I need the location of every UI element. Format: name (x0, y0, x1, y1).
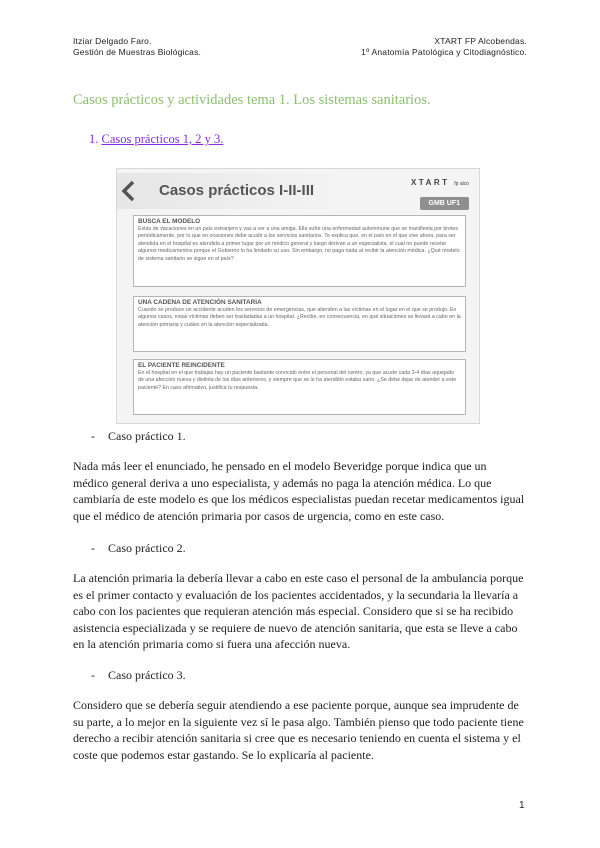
document-title: Casos prácticos y actividades tema 1. Los sistemas sanitarios. (73, 92, 431, 108)
page-header-right (361, 36, 527, 58)
section-heading (91, 668, 186, 683)
paragraph-line: su parte, a lo mejor en la siguiente vez sí le pasa algo. También pienso que todo paciente tiene (73, 714, 524, 729)
answer-paragraph (73, 570, 527, 653)
cases-figure-image (116, 168, 480, 424)
case-text: En el hospital en el que trabajas hay un paciente bastante conocido entre el personal del centro, ya que acude cada 3-4 días aquejado de una afección nueva y distinta de los días anteriores, y siempre que se le ha atendido estaba sano. ¿Se debe dejar de atender a este paciente? En caso afirmativo, justifica tu respuesta. (138, 370, 457, 391)
page-number: 1 (519, 800, 525, 811)
section-heading-text: Caso práctico 3. (108, 668, 186, 682)
case-heading: UNA CADENA DE ATENCIÓN SANITARIA (138, 299, 262, 306)
section-heading-text: Caso práctico 1. (108, 429, 186, 443)
section-heading (91, 541, 186, 556)
paragraph-line: derecho a recibir atención sanitaria si cree que es necesario teniendo en cuenta el sistema y el (73, 731, 521, 745)
page-header-left (73, 36, 201, 58)
paragraph-line: La atención primaria la debería llevar a cabo en este caso el personal de la ambulancia porque (73, 571, 524, 585)
case-text: Estás de vacaciones en un país extranjero y vas a ver a una amiga. Ella sufre una enfermedad autoinmune que se manifiesta por brotes periódicamente, por lo que en ocasiones debe acudir a los servicios sanitarios. Te explica que, en el país en el que vive ahora, para ser atendida en el hospital es atendida a primer lugar por un médico general y luego derivan a un especialista, el cual no puede recetar algunos medicamentos porque el Gobierno lo ha limitado su uso. Sin embargo, no paga nada al recibir la atención médica. ¿Qué modelo de sistema sanitario se sigue en el país? (138, 226, 460, 262)
paragraph-line: Nada más leer el enunciado, he pensado en el modelo Beveridge porque indica que un (73, 459, 487, 473)
paragraph-line: asistencia especializada y se requiere de nuevo de atención sanitaria, que esta se lleve a cabo (73, 620, 518, 635)
case-heading: BUSCA EL MODELO (138, 218, 201, 225)
bullet-dash: - (91, 541, 95, 555)
case-box (133, 296, 466, 352)
paragraph-line: cambiaría de este modelo es que los médicos especialistas puedan recetar medicamentos igual (73, 492, 525, 506)
brand-suffix: fp alco (454, 181, 469, 187)
module-badge: GMB UF1 (420, 197, 470, 210)
section-heading (91, 429, 186, 444)
list-number: 1. (89, 132, 99, 146)
case-heading: EL PACIENTE REINCIDENTE (138, 362, 225, 369)
cases-link[interactable]: Casos prácticos 1, 2 y 3. (101, 132, 224, 146)
paragraph-line: cabo con los pacientes que requieran atención más especial. Considero que si se ha recibido (73, 604, 514, 618)
paragraph-line: en la atención primaria como si fuera una afección nueva. (73, 637, 351, 651)
paragraph-line: médico general deriva a uno especialista, y además no paga la atención médica. Lo que (73, 475, 492, 490)
brand-text: XTART (410, 178, 450, 187)
paragraph-line: coste que podemos estar gastando. Se lo explicaría al paciente. (73, 747, 374, 762)
bullet-dash: - (91, 668, 95, 682)
program-name: 1º Anatomía Patológica y Citodiagnóstico. (361, 47, 527, 57)
figure-brand-logo (411, 178, 469, 187)
chevron-left-icon (119, 179, 141, 203)
answer-paragraph (73, 458, 527, 524)
figure-title: Casos prácticos I-II-III (159, 182, 315, 199)
case-box (133, 359, 466, 415)
section-heading-text: Caso práctico 2. (108, 541, 186, 555)
paragraph-line: Considero que se debería seguir atendiendo a ese paciente porque, aunque sea imprudente de (73, 698, 519, 712)
numbered-list-item (89, 132, 223, 147)
case-text: Cuando se produce un accidente acuden los servicios de emergencias, que atienden a las víctimas en el lugar en el que se produjo. En algunos casos, estas víctimas deben ser trasladadas a un hospital. ¿Recibe, en consecuencia, en qué situaciones se llevará a cabo en la atención primaria y cuáles en la atención especializada. (138, 307, 461, 328)
paragraph-line: es el primer contacto y evaluación de los pacientes accidentados, y la secundaria la llevaría a (73, 587, 519, 602)
answer-paragraph (73, 697, 527, 763)
course-name: Gestión de Muestras Biológicas. (73, 47, 202, 57)
school-name: XTART FP Alcobendas. (434, 36, 527, 46)
paragraph-line: que el médico de atención primaria por casos de urgencia, como en este caso. (73, 508, 445, 523)
bullet-dash: - (91, 429, 95, 443)
case-box (133, 215, 466, 287)
author-name: Itziar Delgado Faro. (73, 36, 152, 46)
